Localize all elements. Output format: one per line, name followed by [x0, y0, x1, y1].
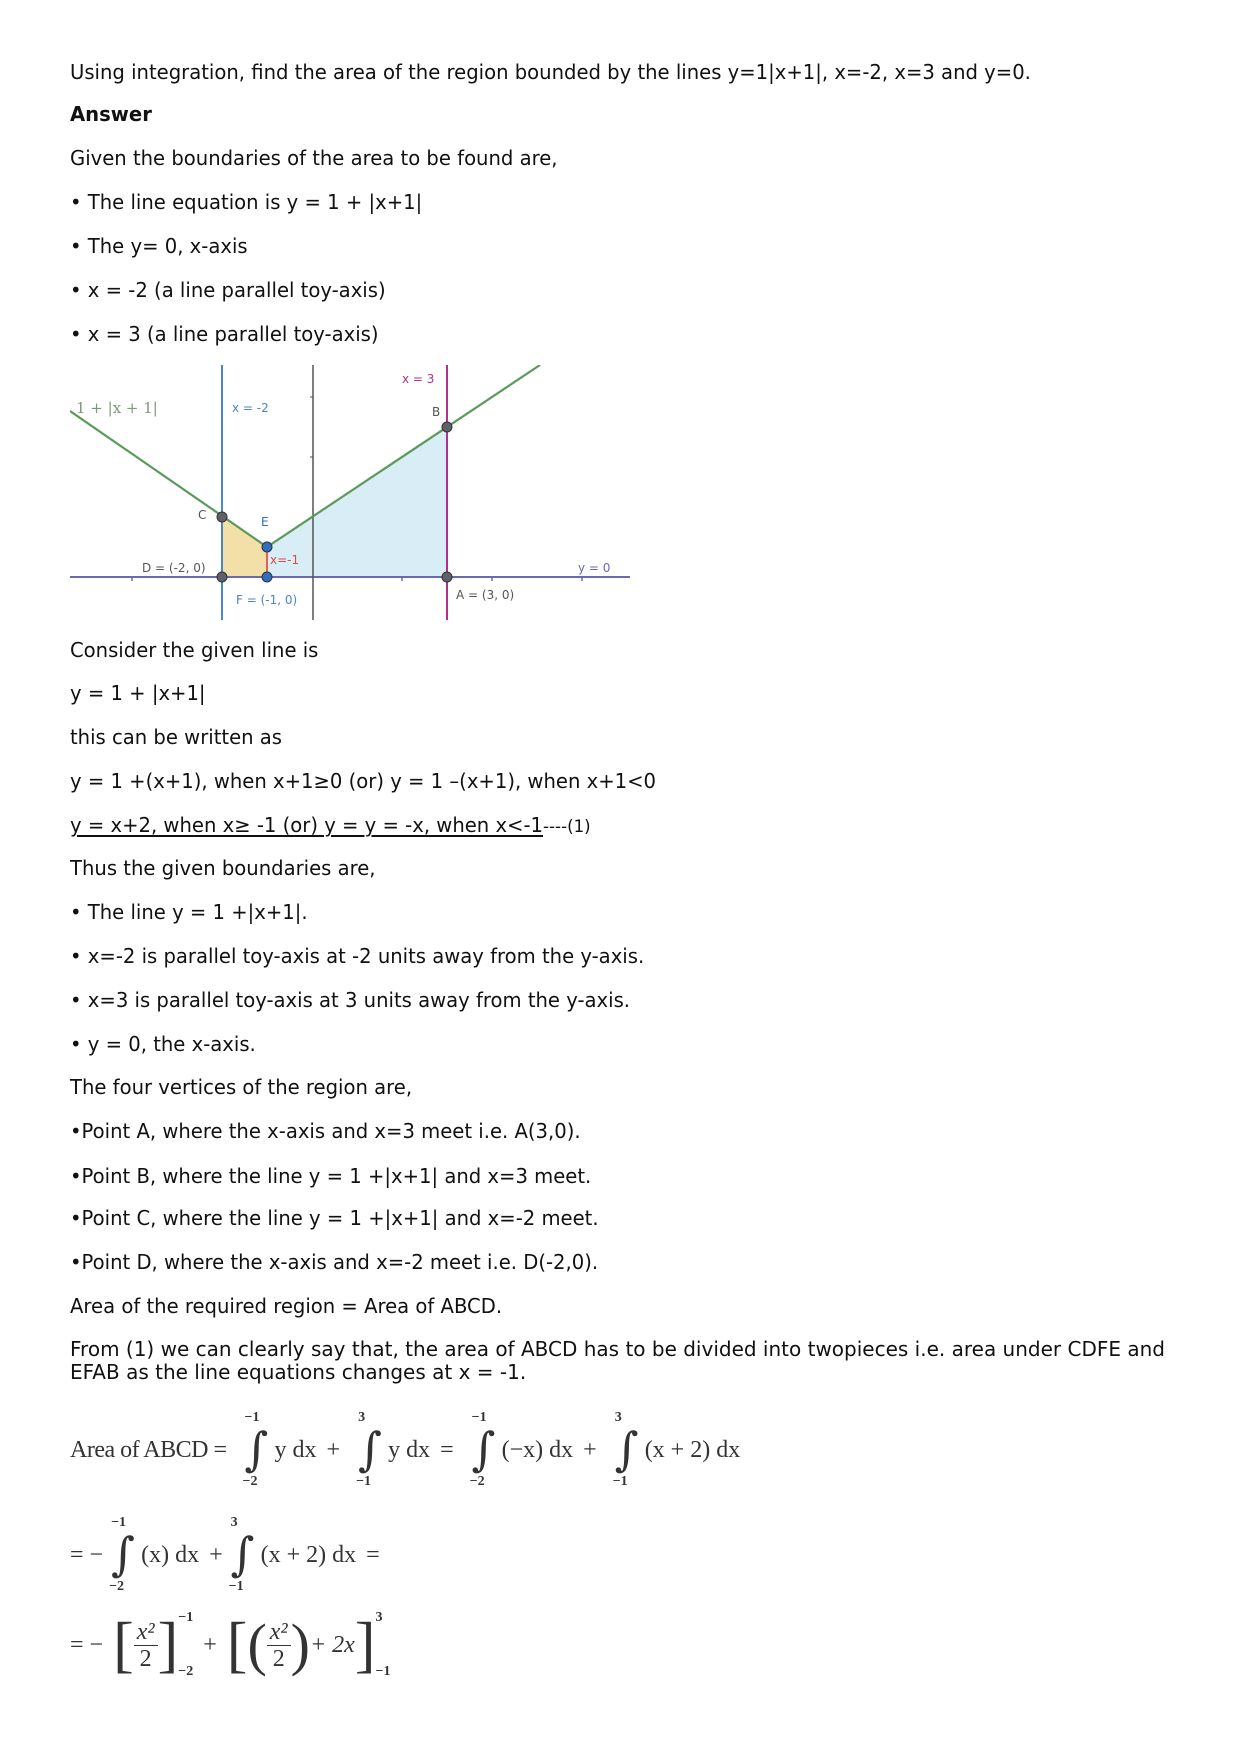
curve-label: 1 + |x + 1|: [76, 399, 158, 417]
equation-row-1: [70, 1410, 740, 1490]
fraction: $\frac{\text{x²}}{2}$: [134, 1619, 158, 1672]
label-x-3: x = 3: [402, 372, 435, 386]
right-paren: ): [290, 1612, 310, 1677]
right-bracket: ]: [157, 1611, 179, 1679]
point-c-label: C: [198, 508, 207, 522]
integral-sign: 3 ∫ −1: [356, 1410, 383, 1489]
plus-sign: +: [209, 1541, 223, 1568]
area-equality-text: Area of the required region = Area of ABCD.: [70, 1294, 503, 1318]
point-e-label: E: [261, 515, 269, 529]
evaluation-limits: 3 −1: [375, 1610, 391, 1679]
region-graph: [70, 365, 630, 620]
cases-text: y = 1 +(x+1), when x+1≥0 (or) y = 1 –(x+1), when x+1<0: [70, 769, 656, 793]
vertex-item: •Point B, where the line y = 1 +|x+1| and x=3 meet.: [70, 1164, 592, 1188]
boundary2-item: • The line y = 1 +|x+1|.: [70, 900, 308, 924]
left-bracket: [: [113, 1611, 134, 1679]
label-x-neg2: x = -2: [232, 401, 269, 415]
left-paren: (: [247, 1612, 267, 1677]
right-bracket: ]: [354, 1611, 376, 1679]
integrand: (x + 2) dx: [260, 1541, 357, 1568]
left-bracket: [: [226, 1611, 248, 1679]
vertex-item: •Point D, where the x-axis and x=-2 meet i.e. D(-2,0).: [70, 1250, 599, 1274]
equals-minus: = −: [70, 1631, 104, 1658]
vertex-item: •Point A, where the x-axis and x=3 meet i.e. A(3,0).: [70, 1119, 581, 1143]
boundary-item: • The line equation is y = 1 + |x+1|: [70, 190, 423, 214]
integral-sign: 3 ∫ −1: [612, 1410, 639, 1489]
integral-sign: −1 ∫ −2: [469, 1410, 496, 1489]
plus-sign: +: [326, 1436, 341, 1463]
curve-1-plus-abs: [70, 365, 540, 547]
point-d-label: D = (-2, 0): [142, 561, 206, 575]
equation-text: y = 1 + |x+1|: [70, 681, 206, 705]
integrand: (x + 2) dx: [644, 1436, 741, 1463]
boundary-item: • x = -2 (a line parallel toy-axis): [70, 278, 386, 302]
thus-text: Thus the given boundaries are,: [70, 856, 376, 880]
integral-sign: −1 ∫ −2: [242, 1410, 269, 1489]
label-x-axis: y = 0: [578, 561, 611, 575]
written-as-text: this can be written as: [70, 725, 283, 749]
intro-text: Given the boundaries of the area to be found are,: [70, 146, 558, 170]
point-b-label: B: [432, 405, 441, 419]
cases-simplified: y = x+2, when x≥ -1 (or) y = y = -x, when x<-1: [70, 813, 544, 837]
division-text: From (1) we can clearly say that, the area of ABCD has to be divided into twopieces i.e. area under CDFE and EFAB as the line equations changes at x = -1.: [70, 1337, 1165, 1384]
boundary-item: • The y= 0, x-axis: [70, 234, 248, 258]
evaluation-limits: −1 −2: [178, 1610, 194, 1679]
answer-heading: Answer: [70, 102, 152, 126]
integrand: y dx: [274, 1436, 317, 1463]
integrand: (−x) dx: [501, 1436, 574, 1463]
point-f-label: F = (-1, 0): [236, 593, 298, 607]
integral-sign: −1 ∫ −2: [109, 1515, 136, 1594]
point-a-label: A = (3, 0): [456, 588, 515, 602]
boundary2-item: • y = 0, the x-axis.: [70, 1032, 256, 1056]
equals-sign: =: [440, 1436, 454, 1463]
boundary-item: • x = 3 (a line parallel toy-axis): [70, 322, 379, 346]
integrand: y dx: [388, 1436, 431, 1463]
cases-simplified-line: [70, 813, 591, 839]
linear-term: + 2x: [309, 1631, 355, 1658]
boundary2-item: • x=-2 is parallel toy-axis at -2 units away from the y-axis.: [70, 944, 645, 968]
vertices-intro: The four vertices of the region are,: [70, 1075, 413, 1099]
integrand: (x) dx: [141, 1541, 200, 1568]
question-text: Using integration, find the area of the region bounded by the lines y=1|x+1|, x=-2, x=3 and y=0.: [70, 60, 1031, 84]
vertex-item: •Point C, where the line y = 1 +|x+1| and x=-2 meet.: [70, 1206, 599, 1230]
equals-sign: =: [366, 1541, 380, 1568]
cases-ref: ----(1): [543, 817, 591, 837]
consider-text: Consider the given line is: [70, 638, 319, 662]
equation-row-2: [70, 1515, 380, 1595]
area-lhs: Area of ABCD =: [70, 1436, 227, 1463]
plus-sign: +: [583, 1436, 597, 1463]
fraction: $\frac{\text{x²}}{2}$: [267, 1619, 291, 1672]
boundary2-item: • x=3 is parallel toy-axis at 3 units away from the y-axis.: [70, 988, 631, 1012]
equals-minus: = −: [70, 1541, 104, 1568]
label-x-neg1: x=-1: [270, 553, 300, 567]
integral-sign: 3 ∫ −1: [228, 1515, 255, 1594]
plus-sign: +: [203, 1631, 217, 1658]
equation-row-3: [70, 1610, 390, 1680]
